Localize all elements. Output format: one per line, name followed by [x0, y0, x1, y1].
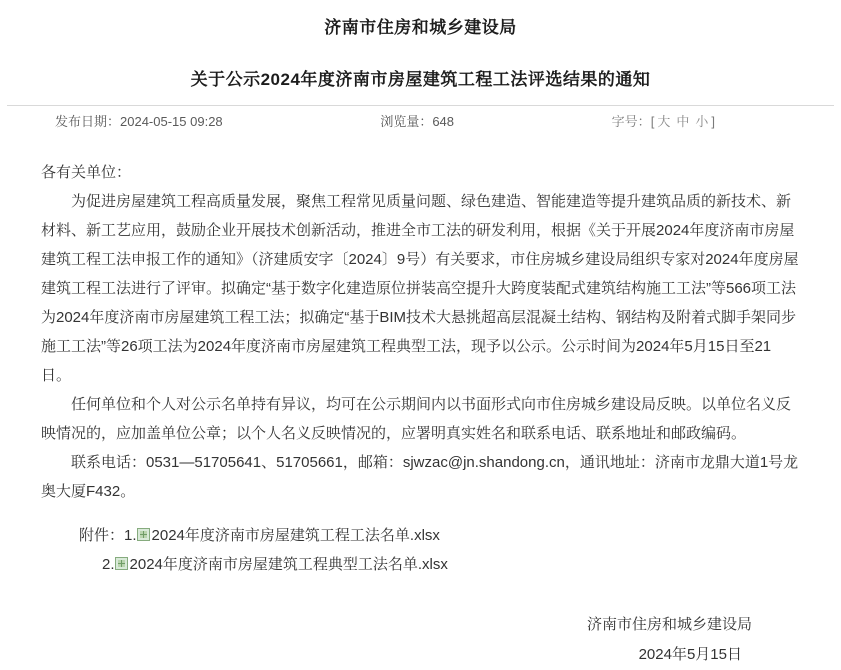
attachment-row [41, 521, 800, 550]
excel-file-icon [137, 528, 150, 541]
attachment-link-gongfa-list[interactable]: 2024年度济南市房屋建筑工程工法名单.xlsx [151, 527, 440, 544]
signature-date: 2024年5月15日 [638, 646, 742, 663]
view-count-value: 648 [432, 114, 455, 129]
font-size-bracket-close: ] [711, 114, 715, 129]
notice-body [0, 158, 841, 670]
font-size-switcher [612, 111, 715, 130]
page-notice-title: 关于公示2024年度济南市房屋建筑工程工法评选结果的通知 [190, 70, 651, 89]
paragraph-overview: 为促进房屋建筑工程高质量发展，聚焦工程常见质量问题、绿色建造、智能建造等提升建筑品质的新技术、新材料、新工艺应用，鼓励企业开展技术创新活动，推进全市工法的研发利用，根据《关于开展2024年度济南市房屋建筑工程工法申报工作的通知》（济建质安字〔2024〕9号）有关要求，市住房城乡建设局组织专家对2024年度房屋建筑工程工法进行了评审。拟确定“基于数字化建造原位拼装高空提升大跨度装配式建筑结构施工工法”等566项工法为2024年度济南市房屋建筑工程工法；拟确定“基于BIM技术大悬挑超高层混凝土结构、钢结构及附着式脚手架同步施工工法”等26项工法为2024年度济南市房屋建筑工程典型工法，现予以公示。公示时间为2024年5月15日至21日。 [41, 193, 799, 384]
publish-date-value: 2024-05-15 09:28 [120, 114, 223, 129]
salutation: 各有关单位： [41, 164, 132, 181]
font-size-label: 字号： [611, 114, 651, 129]
page-org-title: 济南市住房和城乡建设局 [324, 18, 517, 37]
publish-date-label: 发布日期： [55, 114, 121, 129]
font-size-option-small[interactable]: 小 [695, 114, 709, 129]
attachments-label: 附件： [79, 527, 125, 544]
attachment-index: 2. [102, 556, 115, 573]
font-size-bracket-open: [ [650, 114, 655, 129]
font-size-option-large[interactable]: 大 [657, 114, 671, 129]
paragraph-contact: 联系电话：0531—51705641、51705661，邮箱：sjwzac@jn.shandong.cn，通讯地址：济南市龙鼎大道1号龙奥大厦F432。 [41, 454, 799, 500]
signature-org: 济南市住房和城乡建设局 [586, 616, 752, 633]
paragraph-objection: 任何单位和个人对公示名单持有异议，均可在公示期间内以书面形式向市住房城乡建设局反映。以单位名义反映情况的，应加盖单位公章；以个人名义反映情况的，应署明真实姓名和联系电话、联系地址和邮政编码。 [41, 396, 792, 442]
font-size-option-medium[interactable]: 中 [676, 114, 690, 129]
view-count [380, 111, 454, 130]
view-count-label: 浏览量： [380, 114, 433, 129]
publish-date [55, 111, 223, 130]
excel-file-icon [115, 557, 128, 570]
attachment-link-typical-gongfa-list[interactable]: 2024年度济南市房屋建筑工程典型工法名单.xlsx [129, 556, 448, 573]
attachments-section [41, 521, 800, 579]
attachment-index: 1. [124, 527, 137, 544]
attachment-row [41, 550, 800, 579]
signature-block [41, 610, 800, 670]
meta-bar [0, 106, 841, 133]
